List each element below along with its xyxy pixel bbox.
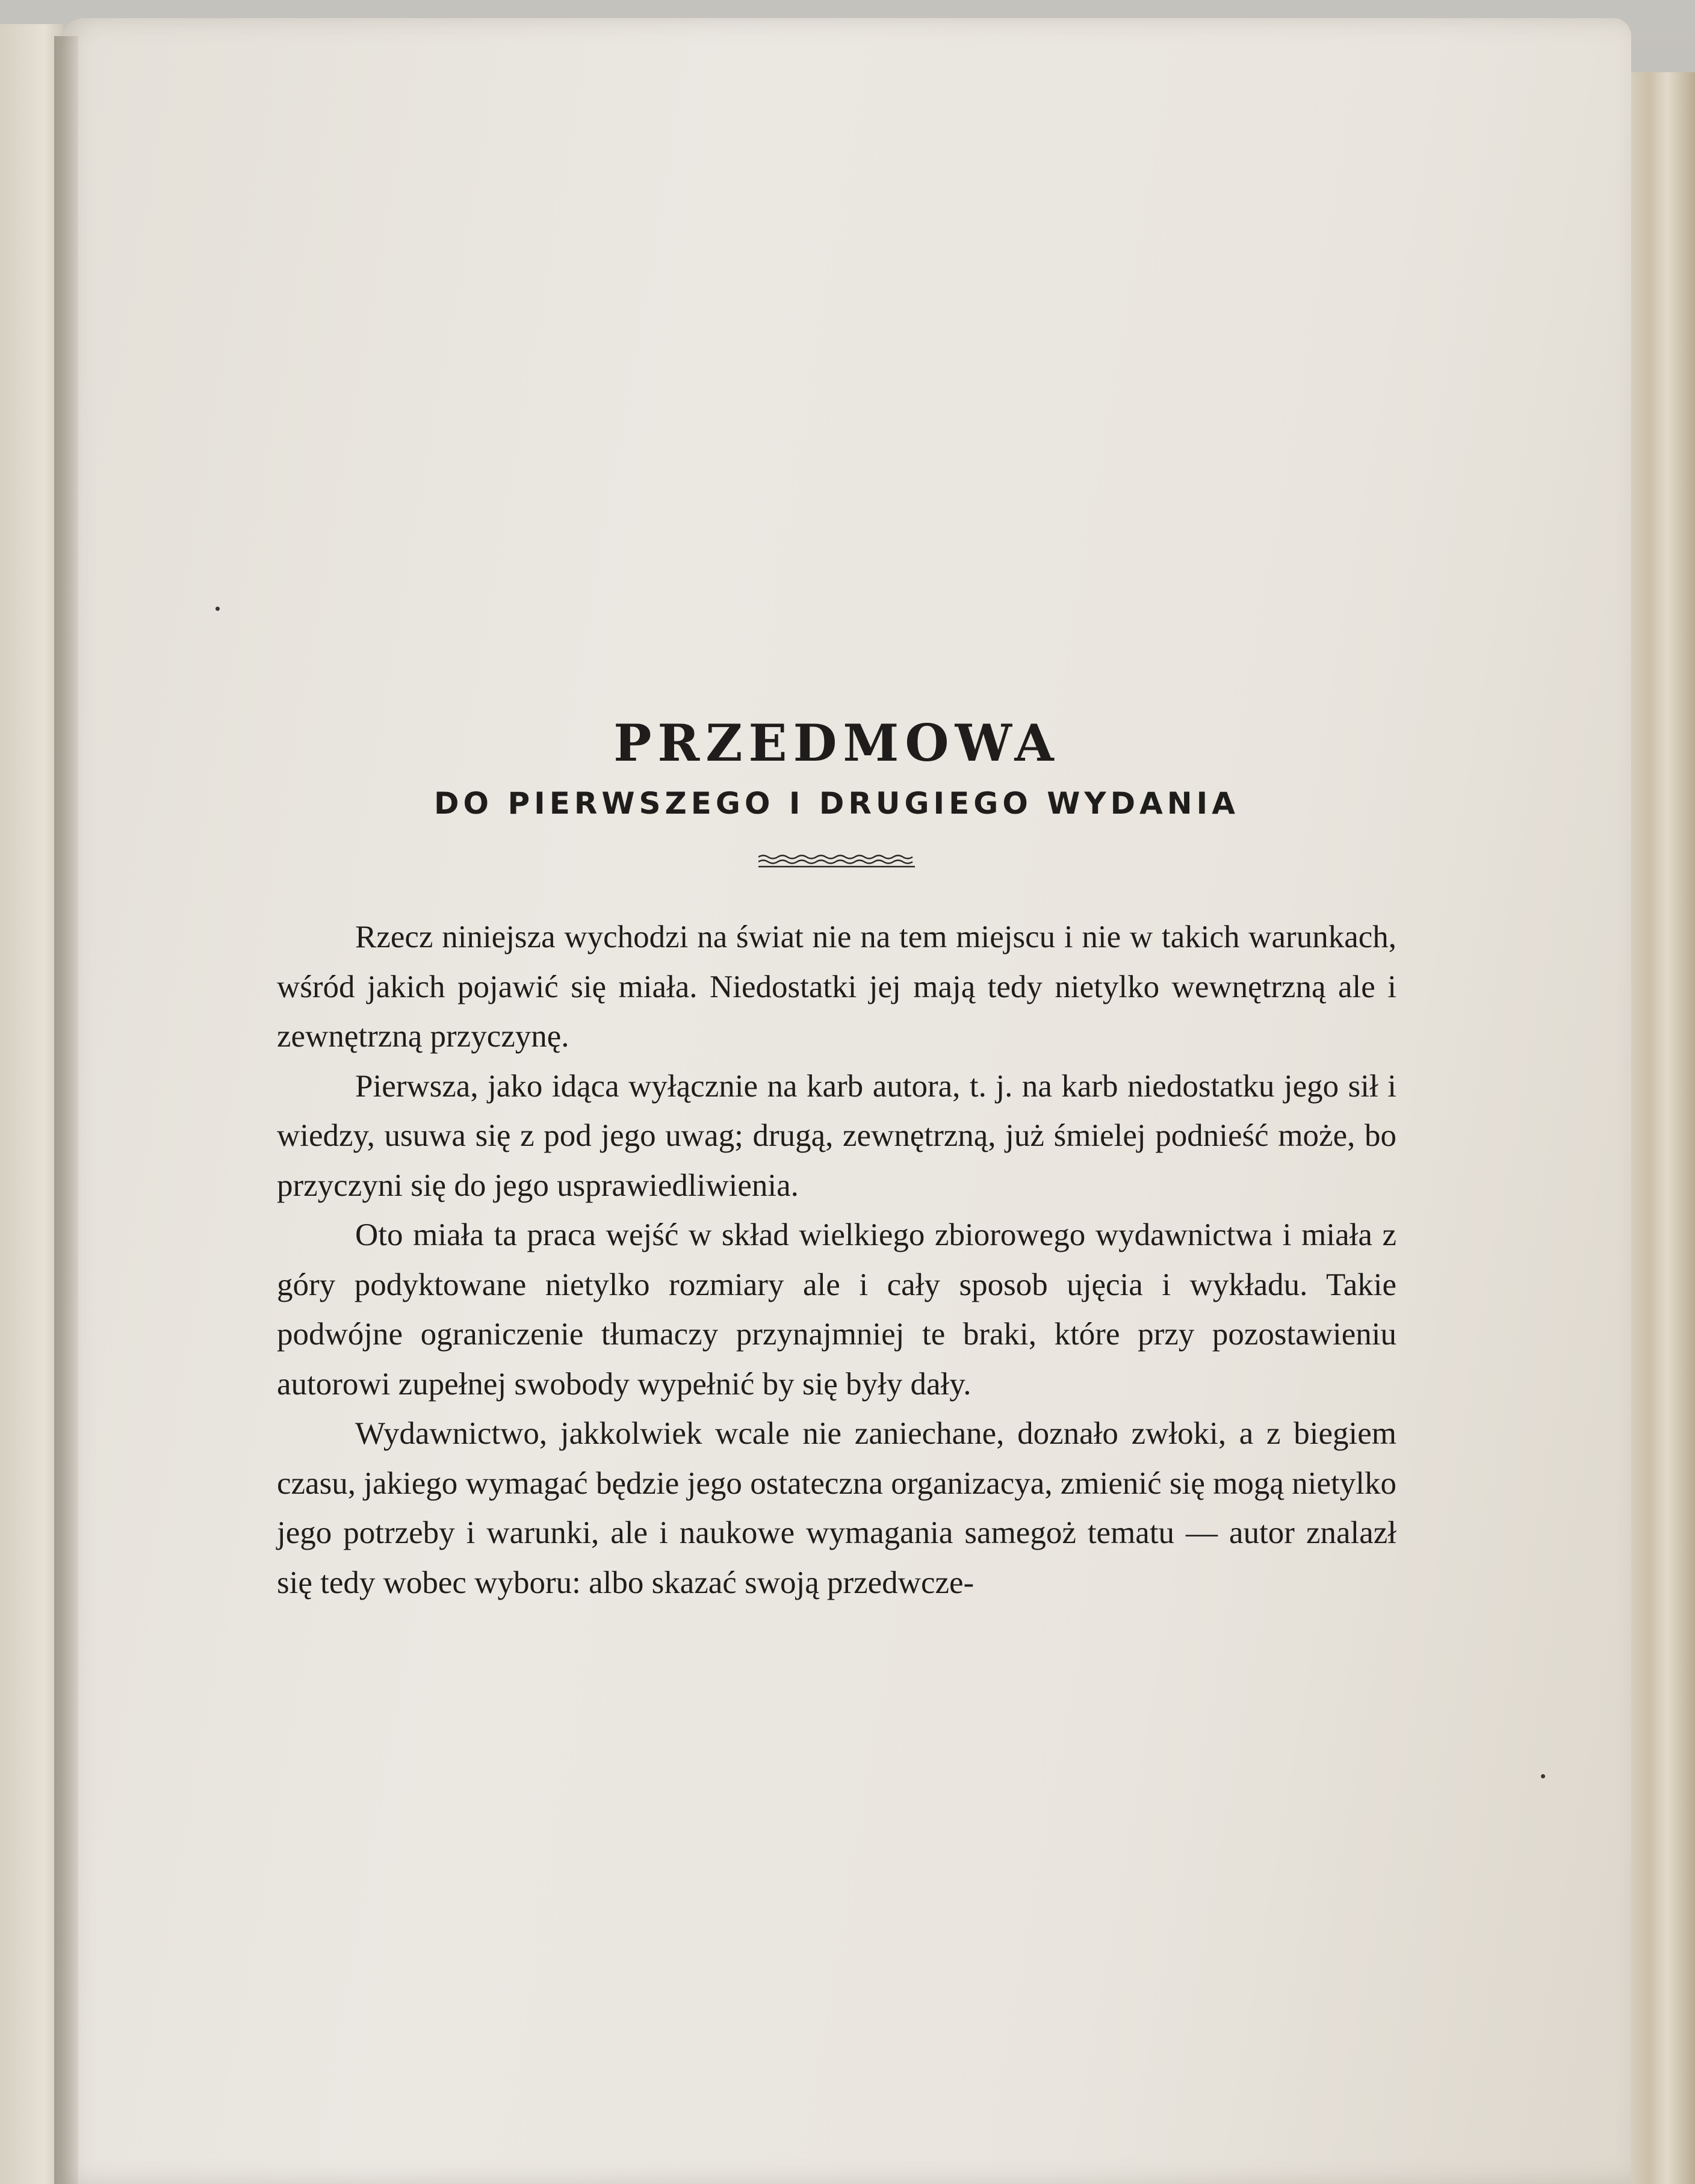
paragraph-4: Wydawnictwo, jakkolwiek wcale nie zaniechane, doznało zwłoki, a z biegiem czasu, jakiego wymagać będzie jego ostateczna organizacya, zmienić się mogą nietylko jego potrzeby i warunki, ale i naukowe wymagania samegoż tematu — autor znalazł się tedy wobec wyboru: albo skazać swoją przedwcze- [277, 1416, 1396, 1600]
page-subtitle: DO PIERWSZEGO I DRUGIEGO WYDANIA [434, 786, 1239, 821]
ornament-divider [758, 852, 915, 870]
page-content [277, 710, 1396, 1607]
paper-speck [1541, 1774, 1545, 1778]
gutter-shadow [54, 36, 78, 2184]
paragraph-2: Pierwsza, jako idąca wyłącznie na karb autora, t. j. na karb niedostatku jego sił i wiedzy, usuwa się z pod jego uwag; drugą, zewnętrzną, już śmielej podnieść może, bo przyczyni się do jego usprawiedliwienia. [277, 1068, 1396, 1203]
preface-text [277, 912, 1396, 1607]
page-title: PRZEDMOWA [613, 713, 1060, 773]
paragraph-1: Rzecz niniejsza wychodzi na świat nie na tem miejscu i nie w takich warunkach, wśród jakich pojawić się miała. Niedostatki jej mają tedy nietylko wewnętrzną ale i zewnętrzną przyczynę. [277, 920, 1396, 1054]
paragraph-3: Oto miała ta praca wejść w skład wielkiego zbiorowego wydawnictwa i miała z góry podyktowane nietylko rozmiary ale i cały sposob ujęcia i wykładu. Takie podwójne ograniczenie tłumaczy przynajmniej te braki, które przy pozostawieniu autorowi zupełnej swobody wypełnić by się były dały. [277, 1217, 1396, 1402]
page-edges [1625, 72, 1695, 2184]
book-page [60, 18, 1631, 2184]
paper-speck [215, 607, 220, 611]
